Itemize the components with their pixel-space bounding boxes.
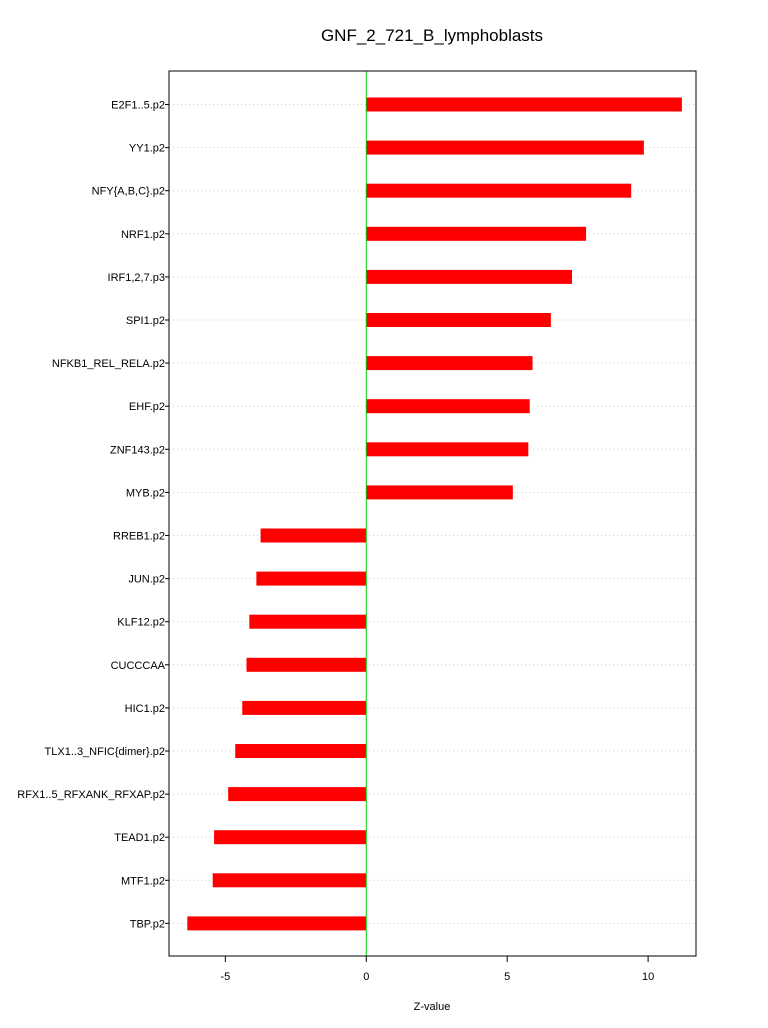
bar — [366, 485, 513, 499]
bar — [366, 313, 551, 327]
plot-frame — [169, 71, 696, 956]
category-label: MYB.p2 — [125, 487, 165, 500]
category-label: TLX1..3_NFIC{dimer}.p2 — [44, 746, 165, 758]
category-label: YY1.p2 — [128, 142, 165, 155]
x-tick-label: -5 — [220, 971, 231, 983]
category-label: E2F1..5.p2 — [111, 99, 165, 112]
category-label: KLF12.p2 — [117, 616, 165, 629]
chart-title: GNF_2_721_B_lymphoblasts — [320, 26, 544, 45]
category-label: TEAD1.p2 — [114, 832, 165, 845]
category-label: SPI1.p2 — [125, 315, 165, 327]
bar — [213, 873, 367, 887]
x-tick-label: 5 — [504, 971, 511, 983]
bar — [228, 787, 366, 801]
bar — [256, 572, 366, 586]
category-label: RFX1..5_RFXANK_RFXAP.p2 — [17, 789, 165, 802]
bar — [366, 356, 532, 370]
category-labels — [17, 100, 169, 931]
bar — [366, 442, 528, 456]
category-label: RREB1.p2 — [113, 530, 165, 543]
bar — [235, 744, 366, 758]
bar — [366, 227, 586, 241]
x-tick-label: 0 — [363, 971, 370, 983]
category-label: JUN.p2 — [128, 573, 165, 586]
bar — [249, 615, 366, 629]
x-axis — [220, 956, 654, 983]
category-label: TBP.p2 — [129, 918, 165, 931]
category-label: NFY{A,B,C}.p2 — [91, 185, 165, 198]
bar — [242, 701, 366, 715]
category-label: MTF1.p2 — [120, 875, 165, 888]
bar — [366, 399, 529, 413]
category-label: EHF.p2 — [128, 401, 165, 414]
bar — [214, 830, 366, 844]
bar — [247, 658, 367, 672]
category-label: IRF1,2,7.p3 — [107, 271, 165, 284]
category-label: HIC1.p2 — [124, 702, 165, 715]
bar — [261, 529, 367, 543]
category-label: NRF1.p2 — [120, 228, 165, 241]
x-tick-label: 10 — [641, 971, 655, 983]
bar — [366, 98, 682, 112]
bars — [187, 98, 682, 931]
category-label: NFKB1_REL_RELA.p2 — [51, 358, 165, 371]
bar — [366, 141, 644, 155]
bar — [187, 916, 366, 930]
category-label: ZNF143.p2 — [109, 444, 165, 457]
category-label: CUCCCAA — [110, 659, 165, 672]
bar — [366, 184, 631, 198]
bar — [366, 270, 572, 284]
x-axis-label: Z-value — [413, 1001, 451, 1013]
